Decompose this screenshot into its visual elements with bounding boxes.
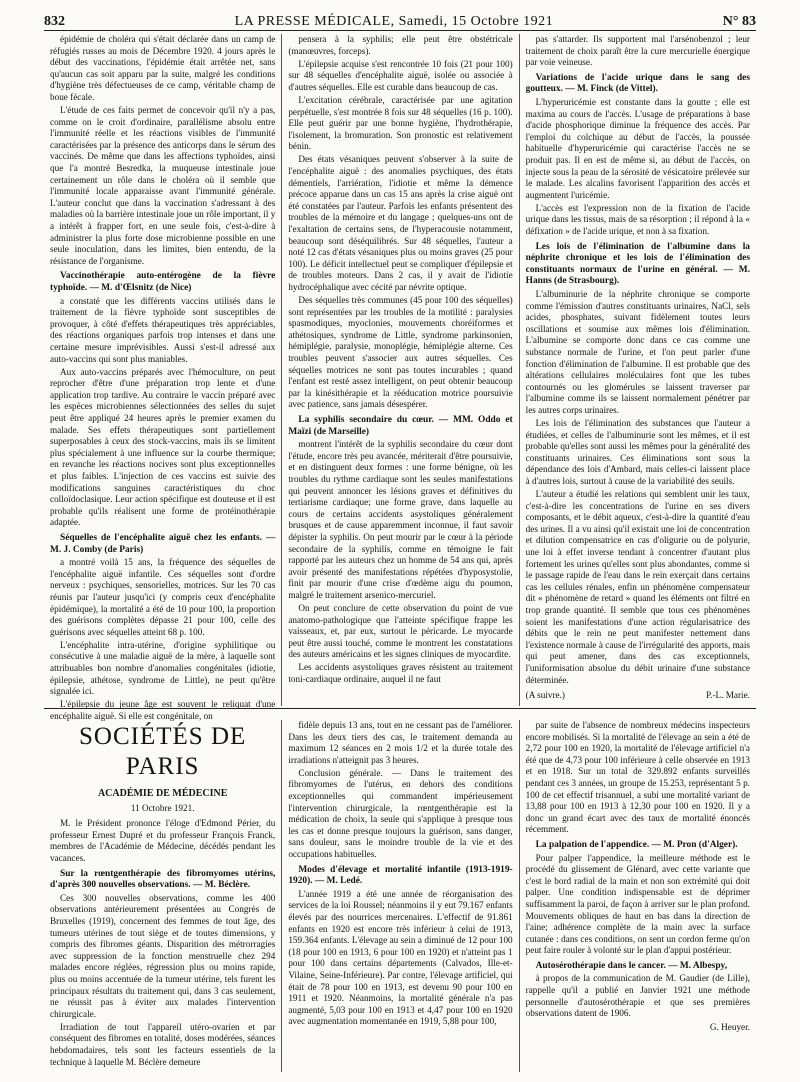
paragraph: L'étude de ces faits permet de concevoir qu'il n'y a pas, comme on le croit d'ordinaire, parallélisme absolu entre l'immunité réelle et les réactions visibles de l'immunité caractérisées par la présence des anticorps dans le sérum des vaccinés. De même que dans les affections typhoïdes, ainsi que l'a montré Besredka, la muqueuse intestinale joue certainement un rôle dans le choléra où il semble que l'immunité locale apparaisse avant l'immunité générale. L'auteur conclut que dans la vaccination s'adressant à des maladies où la barrière intestinale joue un rôle important, il y a intérêt à frapper fort, en une seule fois, c'est-à-dire à administrer la plus forte dose microbienne possible en une seule inoculation, dans les limites, bien entendu, de la résistance de l'organisme. <box>50 105 276 266</box>
column-6 <box>519 720 756 1072</box>
bottom-columns <box>44 720 756 1072</box>
to-be-continued: (A suivre.) <box>525 690 565 701</box>
article-heading: Variations de l'acide urique dans le sang des goutteux. — M. Finck (de Vittel). <box>525 72 750 95</box>
paragraph: Irradiation de tout l'appareil utéro-ovarien et par conséquent des fibromes en totalité, doses modérées, séances hebdomadaires, tels sont les facteurs essentiels de la technique à laquelle M. Béclère demeure <box>50 1021 276 1067</box>
article-heading: Vaccinothérapie auto-entérogène de la fièvre typhoïde. — M. d'Œlsnitz (de Nice) <box>50 271 276 293</box>
paragraph: Des séquelles très communes (45 pour 100 des séquelles) sont représentées par les troubles de la motilité : paralysies spasmodiques, myoclonies, mouvements choréiformes et athétosiques, syndrome de Little, syndrome parkinsonien, hémiplégie, paralysie, monoplégie, hémiplégie alterne. Ces troubles peuvent s'associer aux autres séquelles. Ces séquelles motrices ne sont pas toutes incurables ; quand l'enfant est resté assez intelligent, on peut obtenir beaucoup par la kinésithérapie et la rééducation motrice poursuivie avec patience, sans jamais désespérer. <box>288 295 513 410</box>
section-divider <box>44 708 756 709</box>
paragraph: L'épilepsie acquise s'est rencontrée 10 fois (21 pour 100) sur 48 séquelles d'encéphalite aiguë, isolée ou associée à d'autres séquelles. Elle est curable dans beaucoup de cas. <box>288 58 513 92</box>
paragraph: Aux auto-vaccins préparés avec l'hémoculture, on peut reprocher d'être d'une préparation trop lente et d'une application trop tardive. Au contraire le vaccin préparé avec les espèces microbiennes sélectionnées des selles du sujet peut être appliqué 24 heures après le premier examen du malade. Ses effets thérapeutiques sont partiellement superposables à ceux des stock-vaccins, mais ils se limitent plus spécialement à une influence sur la courbe thermique; en revanche les réactions nocives sont plus exceptionnelles et plus faibles. L'injection de ces vaccins est suivie des modifications sanguines caractéristiques du choc colloïdoclasique. Leur action spécifique est douteuse et il est probable qu'ils réalisent une forme de protéinothérapie adaptée. <box>50 366 276 528</box>
paragraph: Des états vésaniques peuvent s'observer à la suite de l'encéphalite aiguë : des anomalies psychiques, des états démentiels, l'arriération, l'idiotie et même la démence précoce apparue dans un cas 15 ans après la crise aiguë ont été constatées par l'auteur. Parfois les enfants présentent des troubles de la mémoire et du langage ; quelques-uns ont de l'exaltation de certains sens, de l'hyperacousie notamment, beaucoup sont déséquilibrés. Sur 48 séquelles, l'auteur a noté 12 cas d'états vésaniques plus ou moins graves (25 pour 100). Le déficit intellectuel peut se compliquer d'épilepsie et de troubles moteurs. Dans 2 cas, il y avait de l'idiotie hydrocéphalique avec cécité par névrite optique. <box>288 154 513 292</box>
paragraph: M. le Président prononce l'éloge d'Edmond Périer, du professeur Ernest Dupré et du professeur François Franck, membres de l'Académie de Médecine, décédés pendant les vacances. <box>50 818 276 863</box>
paragraph: L'hyperuricémie est constante dans la goutte ; elle est maxima au cours de l'accès. L'usage de préparations à base d'acide phosphorique diminue la fréquence des accès. Par l'emploi du colchique au début de l'accès, la poussée habituelle d'hyperuricémie qui caractérise l'accès ne se produit pas. Il en est de même si, au début de l'accès, on injecte sous la peau de la sérosité de vésicatoire prélevée sur le malade. Les alcalins favorisent l'apparition des accès et augmentent l'uricémie. <box>525 96 750 200</box>
page-header <box>44 8 756 31</box>
paragraph: fidèle depuis 13 ans, tout en ne cessant pas de l'améliorer. Dans les deux tiers des cas, le traitement demanda au maximum 12 séances en 2 mois 1/2 et la durée totale des irradiations n'atteignit pas 3 heures. <box>288 720 513 765</box>
paragraph: L'auteur a étudié les relations qui semblent unir les taux, c'est-à-dire les concentrations de l'urine en ses divers composants, et le débit aqueux, c'est-à-dire la quantité d'eau des urines. Il a vu ainsi qu'il existait une loi de concentration et dilution compensatrice en cas d'oligurie ou de polyurie, une loi à effet inverse tendant à concentrer d'autant plus fortement les urines qu'elles sont plus abondantes, comme si le passage rapide de l'eau dans le rein exerçait dans certains cas les cellules rénales, enfin un phénomène compensateur dit « phénomène de retard » quand les éléments ont filtré en trop grande quantité. Il semble que tous ces phénomènes soient les manifestations d'une action régularisatrice des débits que le rein ne peut manifester nettement dans l'existence normale à cause de l'irrégularité des apports, mais qui peut amener, dans des cas exceptionnels, l'uniformisation absolue du débit urinaire d'une substance déterminée. <box>525 489 750 685</box>
paragraph: pensera à la syphilis; elle peut être obstétricale (manœuvres, forceps). <box>288 34 513 56</box>
signature-line <box>526 690 750 702</box>
column-2 <box>281 34 518 706</box>
paragraph: L'excitation cérébrale, caractérisée par une agitation perpétuelle, s'est montrée 8 fois sur 48 séquelles (16 p. 100). Elle peut guérir par une bonne hygiène, l'hydrothérapie, l'isolement, la bromuration. Son pronostic est relativement bénin. <box>288 94 513 152</box>
issue-number: N° 83 <box>722 14 756 29</box>
article-heading: Sur la rœntgenthérapie des fibromyomes utérins, d'après 300 nouvelles observations. — M. Béclère. <box>50 868 276 891</box>
paragraph: à propos de la communication de M. Gaudier (de Lille), rappelle qu'il a publié en Janvier 1921 une méthode personnelle d'autosérothérapie et que ses premières observations datent de 1906. <box>525 973 750 1019</box>
article-heading: Les lois de l'élimination de l'albumine dans la néphrite chronique et les lois de l'élimination des constituants normaux de l'urine en général. — M. Hanns (de Strasbourg). <box>525 241 750 287</box>
article-heading: Modes d'élevage et mortalité infantile (1913-1919-1920). — M. Ledé. <box>288 864 513 887</box>
paragraph: L'accès est l'expression non de la fixation de l'acide urique dans les tissus, mais de sa résorption ; il répond à la « défixation » de l'acide urique, et non à sa fixation. <box>525 202 750 236</box>
paragraph: L'année 1919 a été une année de réorganisation des services de la loi Roussel; néanmoins il y eut 79.167 enfants élevés par des nourrices mercenaires. L'effectif de 91.861 enfants en 1920 est encore très inférieur à celui de 1913, 159.364 enfants. L'élevage au sein a diminué de 12 pour 100 (18 pour 100 en 1913, 6 pour 100 en 1920) et n'atteint pas 1 pour 100 dans certains départements (Calvados, Ille-et-Vilaine, Seine-Inférieure). Par contre, l'élevage artificiel, qui était de 78 pour 100 en 1913, est devenu 90 pour 100 en 1911 et 1920. Néanmoins, la mortalité générale n'a pas augmenté, 5,03 pour 100 en 1913 et 4,47 pour 100 en 1920 avec augmentation momentanée en 1919, 5,88 pour 100, <box>288 888 513 1027</box>
article-heading: La palpation de l'appendice. — M. Pron (d'Alger). <box>535 839 738 850</box>
paragraph: Conclusion générale. — Dans le traitement des fibromyomes de l'utérus, en dehors des conditions exceptionnelles qui commandent impérieusement l'intervention chirurgicale, la rœntgenthérapie est la médication de choix, la seule qui s'applique à presque tous les cas et donne presque toujours la guérison, sans danger, sans douleur, sans le moindre trouble de la vie et des occupations habituelles. <box>288 767 513 860</box>
paragraph: par suite de l'absence de nombreux médecins inspecteurs encore mobilisés. Si la mortalité de l'élevage au sein a été de 2,72 pour 100 en 1920, la mortalité de l'élevage artificiel n'a été que de 4,73 pour 100 inférieure à celle observée en 1913 et en 1918. Sur un total de 329.892 enfants surveillés pendant ces 3 années, un groupe de 15.253, représentant 5 p. 100 de cet effectif trisannuel, a subi une mortalité variant de 13,88 pour 100 en 1913 à 12,30 pour 100 en 1920. Il y a donc un grand écart avec des taux de mortalité énoncés récemment. <box>525 720 750 835</box>
session-date: 11 Octobre 1921. <box>130 802 195 813</box>
paragraph: L'albuminurie de la néphrite chronique se comporte comme l'émission d'autres constituants urinaires, NaCl, sels acides, phosphates, suivant fidèlement toutes leurs oscillations et soumise aux mêmes lois d'élimination. L'albumine se comporte donc dans ce cas comme une substance normale de l'urine, et l'on peut parler d'une fonction d'élimination de l'albumine. Il est probable que des altérations cellulaires moléculaires font que les tubes contournés ou les glomérules se laissent traverser par l'albumine comme ils se laissent normalement pénétrer par les autres corps urinaires. <box>525 288 750 415</box>
column-5 <box>281 720 518 1072</box>
paragraph: Les lois de l'élimination des substances que l'auteur a étudiées, et celles de l'albuminurie sont les mêmes, et il est probable qu'elles sont aussi les mêmes pour la généralité des constituants urinaires. Ces éliminations sont sous la dépendance des lois d'Ambard, mais celles-ci laissent place à d'autres lois, surtout à cause de la variabilité des seuils. <box>525 418 750 486</box>
paragraph: Pour palper l'appendice, la meilleure méthode est le procédé du glissement de Glénard, avec cette variante que c'est le bord radial de la main et non son extrémité qui doit palper. Une condition indispensable est de déprimer suffisamment la paroi, de façon à arriver sur le plan profond. Mouvements obliques de haut en bas dans la direction de l'aine; adhérence complète de la main avec la surface cutanée : dans ces conditions, on sent un cordon ferme qu'on peut faire rouler à volonté sur le plan d'appui postérieur. <box>525 852 750 956</box>
paragraph: L'épilepsie du jeune âge est souvent le reliquat d'une encéphalite aiguë. Si elle est congénitale, on <box>50 699 276 721</box>
paragraph: a montré voilà 15 ans, la fréquence des séquelles de l'encéphalite aiguë infantile. Ces séquelles sont d'ordre nerveux : psychiques, sensorielles, motrices. Sur les 70 cas réunis par l'auteur jusqu'ici (y compris ceux d'encéphalite épidémique), la mortalité a été de 10 pour 100, la proportion des guérisons complètes dépasse 21 pour 100, celle des guérisons avec séquelles atteint 68 p. 100. <box>50 557 276 637</box>
article-heading: Autosérothérapie dans le cancer. — M. Albespy, <box>535 960 728 971</box>
author-signature: P.-L. Marie. <box>706 690 750 701</box>
paragraph: pas s'attarder. Ils supportent mal l'arsénobenzol ; leur traitement de choix paraît être la cure mercurielle énergique par voie veineuse. <box>525 34 750 68</box>
paragraph: épidémie de choléra qui s'était déclarée dans un camp de réfugiés russes au mois de Décembre 1920. 4 jours après le début des vaccinations, l'épidémie était arrêtée net, sans qu'aucun cas soit apparu par la suite, malgré les conditions d'hygiène très défectueuses de ce camp, véritable champ de boue fécale. <box>50 34 276 102</box>
column-4 <box>44 720 281 1072</box>
section-subtitle: ACADÉMIE DE MÉDECINE <box>97 788 228 799</box>
author-signature: G. Heuyer. <box>709 1021 750 1032</box>
paragraph: montrent l'intérêt de la syphilis secondaire du cœur dont l'étude, encore très peu avancée, mériterait d'être poursuivie, et en distinguent deux formes : une forme bénigne, où les troubles du rythme cardiaque sont les seules manifestations qui peuvent annoncer les lésions graves et définitives du tertiarisme cardiaque; une forme grave, dans laquelle au cours de certains accidents asystoliques généralement brusques et de cause apparemment inconnue, il faut savoir dépister la syphilis. On peut mourir par le cœur à la période secondaire de la syphilis, comme en témoigne le fait rapporté par les auteurs chez un homme de 54 ans qui, après avoir présenté des manifestations répétées d'hyposystolie, finit par mourir d'une crise d'œdème aigu du poumon, malgré le traitement arsenico-mercuriel. <box>288 439 513 600</box>
top-columns <box>44 34 756 721</box>
column-3 <box>519 34 756 706</box>
article-heading: Séquelles de l'encéphalite aiguë chez les enfants. — M. J. Comby (de Paris) <box>50 532 276 555</box>
paragraph: On peut conclure de cette observation du point de vue anatomo-pathologique que l'atteinte spécifique frappe les vaisseaux, et, par eux, surtout le péricarde. Le myocarde peut être aussi touché, comme le montrent les constatations des auteurs américains et les signes cliniques de myocardite. <box>288 603 513 660</box>
journal-title: LA PRESSE MÉDICALE, Samedi, 15 Octobre 1921 <box>234 14 554 29</box>
page-number: 832 <box>44 14 65 29</box>
paragraph: Ces 300 nouvelles observations, comme les 400 observations antérieurement présentées au Congrès de Bruxelles (1919), concernent des femmes de tout âge, des tumeurs utérines de tout siège et de toutes dimensions, y compris des fibromes géants. Disparition des métrorragies avec suppression de la fonction menstruelle chez 294 malades encore réglées, régression plus ou moins rapide, plus ou moins accentuée de la tumeur utérine, tels furent les principaux résultats du traitement qui, dans 3 cas seulement, ne réussit pas à éviter aux malades l'intervention chirurgicale. <box>50 892 276 1019</box>
paragraph: a constaté que les différents vaccins utilisés dans le traitement de la fièvre typhoïde sont susceptibles de provoquer, à côté d'effets thérapeutiques très appréciables, des réactions organiques parfois trop intenses et dans une certaine mesure imprévisibles. Aussi s'est-il adressé aux auto-vaccins qui sont plus maniables. <box>50 295 276 364</box>
paragraph: L'encéphalite intra-utérine, d'origine syphilitique ou consécutive à une maladie aiguë de la mère, à laquelle sont attribuables bon nombre d'anomalies congénitales (idiotie, épilepsie, athétose, syndrome de Little), ne peut qu'être signalée ici. <box>50 639 276 697</box>
column-1 <box>44 34 281 721</box>
section-title: SOCIÉTÉS DE PARIS <box>79 723 247 780</box>
paragraph: Les accidents asystoliques graves résistent au traitement toni-cardiaque ordinaire, auquel il ne faut <box>288 662 513 685</box>
article-heading: La syphilis secondaire du cœur. — MM. Oddo et Maïzi (de Marseille) <box>288 415 513 437</box>
